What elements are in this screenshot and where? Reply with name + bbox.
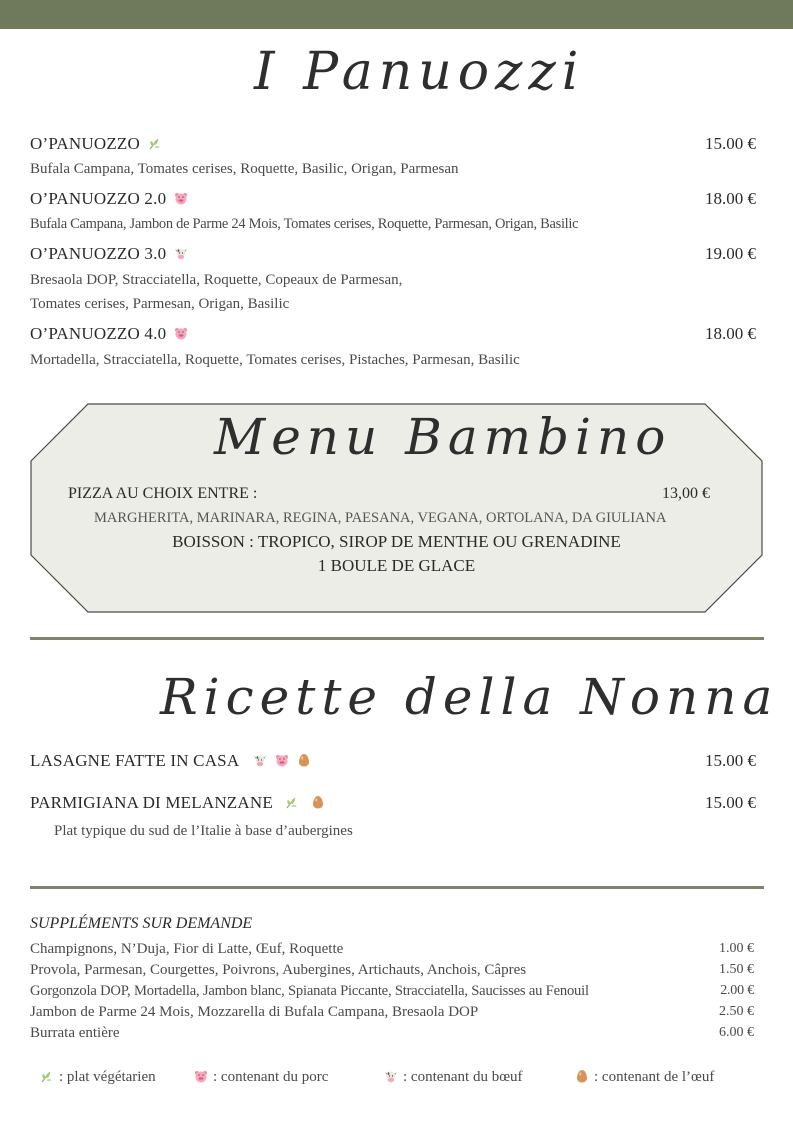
- item-price: 19.00 €: [705, 244, 756, 263]
- item-name: O’PANUOZZO 2.0: [30, 189, 167, 208]
- item-name: PARMIGIANA DI MELANZANE: [30, 793, 273, 812]
- leaf-icon: [148, 136, 162, 150]
- menu-item-parmigiana: [30, 793, 756, 813]
- legend-vegetarian: [40, 1069, 156, 1086]
- item-price: 15.00 €: [705, 134, 756, 153]
- supplement-label: Jambon de Parme 24 Mois, Mozzarella di Bufala Campana, Bresaola DOP: [30, 1004, 479, 1020]
- supplement-price: 2.50 €: [719, 1004, 754, 1019]
- panuozzi-title: I Panuozzi: [254, 42, 585, 102]
- legend-label: : contenant du bœuf: [403, 1069, 523, 1085]
- egg-icon: [297, 753, 311, 767]
- supplement-price: 1.00 €: [719, 941, 754, 956]
- pig-icon: [174, 191, 188, 205]
- supplement-row: [30, 983, 754, 1004]
- menu-item-opanuozzo: [30, 134, 756, 154]
- supplement-row: [30, 962, 754, 983]
- bambino-price: 13,00 €: [662, 485, 710, 502]
- bambino-title: Menu Bambino: [214, 408, 672, 466]
- item-description: Bresaola DOP, Stracciatella, Roquette, Copeaux de Parmesan,: [30, 272, 403, 288]
- supplement-price: 6.00 €: [719, 1025, 754, 1040]
- supplement-label: Provola, Parmesan, Courgettes, Poivrons, Aubergines, Artichauts, Anchois, Câpres: [30, 962, 527, 978]
- item-description: Plat typique du sud de l’Italie à base d’aubergines: [54, 823, 353, 839]
- supplement-label: Champignons, N’Duja, Fior di Latte, Œuf, Roquette: [30, 941, 344, 957]
- bambino-pizza-label: PIZZA AU CHOIX ENTRE :: [68, 485, 258, 502]
- cow-icon: [384, 1069, 398, 1083]
- item-name: O’PANUOZZO: [30, 134, 140, 153]
- legend-label: : contenant de l’œuf: [594, 1069, 715, 1085]
- pig-icon: [174, 326, 188, 340]
- egg-icon: [575, 1069, 589, 1083]
- item-description: Bufala Campana, Jambon de Parme 24 Mois, Tomates cerises, Roquette, Parmesan, Origan, Basilic: [30, 216, 579, 232]
- item-description: Bufala Campana, Tomates cerises, Roquette, Basilic, Origan, Parmesan: [30, 161, 459, 177]
- supplement-label: Burrata entière: [30, 1025, 120, 1041]
- section-divider: [30, 637, 764, 640]
- menu-item-lasagne: [30, 751, 756, 771]
- item-description: Tomates cerises, Parmesan, Origan, Basilic: [30, 296, 290, 312]
- supplement-row: [30, 1025, 754, 1046]
- top-accent-bar: [0, 0, 793, 29]
- item-price: 18.00 €: [705, 189, 756, 208]
- supplement-row: [30, 941, 754, 962]
- leaf-icon: [40, 1069, 54, 1083]
- item-price: 15.00 €: [705, 793, 756, 812]
- supplements-title: SUPPLÉMENTS SUR DEMANDE: [30, 915, 253, 932]
- menu-item-opanuozzo-2: [30, 189, 756, 209]
- item-price: 18.00 €: [705, 324, 756, 343]
- nonna-title: Ricette della Nonna: [160, 668, 779, 726]
- menu-item-opanuozzo-4: [30, 324, 756, 344]
- pig-icon: [194, 1069, 208, 1083]
- item-name: O’PANUOZZO 4.0: [30, 324, 167, 343]
- item-price: 15.00 €: [705, 751, 756, 770]
- cow-icon: [253, 753, 267, 767]
- egg-icon: [311, 795, 325, 809]
- legend-label: : contenant du porc: [213, 1069, 329, 1085]
- bambino-choices: MARGHERITA, MARINARA, REGINA, PAESANA, VEGANA, ORTOLANA, DA GIULIANA: [94, 510, 667, 526]
- supplement-label: Gorgonzola DOP, Mortadella, Jambon blanc, Spianata Piccante, Stracciatella, Saucisses au Fenouil: [30, 983, 589, 999]
- supplement-price: 1.50 €: [719, 962, 754, 977]
- supplement-price: 2.00 €: [720, 983, 754, 998]
- item-description: Mortadella, Stracciatella, Roquette, Tomates cerises, Pistaches, Parmesan, Basilic: [30, 352, 520, 368]
- cow-icon: [174, 246, 188, 260]
- bambino-dessert: 1 BOULE DE GLACE: [317, 556, 476, 575]
- leaf-icon: [285, 795, 299, 809]
- item-name: LASAGNE FATTE IN CASA: [30, 751, 240, 770]
- item-name: O’PANUOZZO 3.0: [30, 244, 167, 263]
- pig-icon: [275, 753, 289, 767]
- legend-beef: [384, 1069, 523, 1086]
- menu-item-opanuozzo-3: [30, 244, 756, 264]
- legend-pork: [194, 1069, 328, 1086]
- section-divider: [30, 886, 764, 889]
- supplement-row: [30, 1004, 754, 1025]
- legend-egg: [575, 1069, 714, 1086]
- legend-label: : plat végétarien: [59, 1069, 156, 1085]
- bambino-drink: BOISSON : TROPICO, SIROP DE MENTHE OU GRENADINE: [172, 532, 621, 551]
